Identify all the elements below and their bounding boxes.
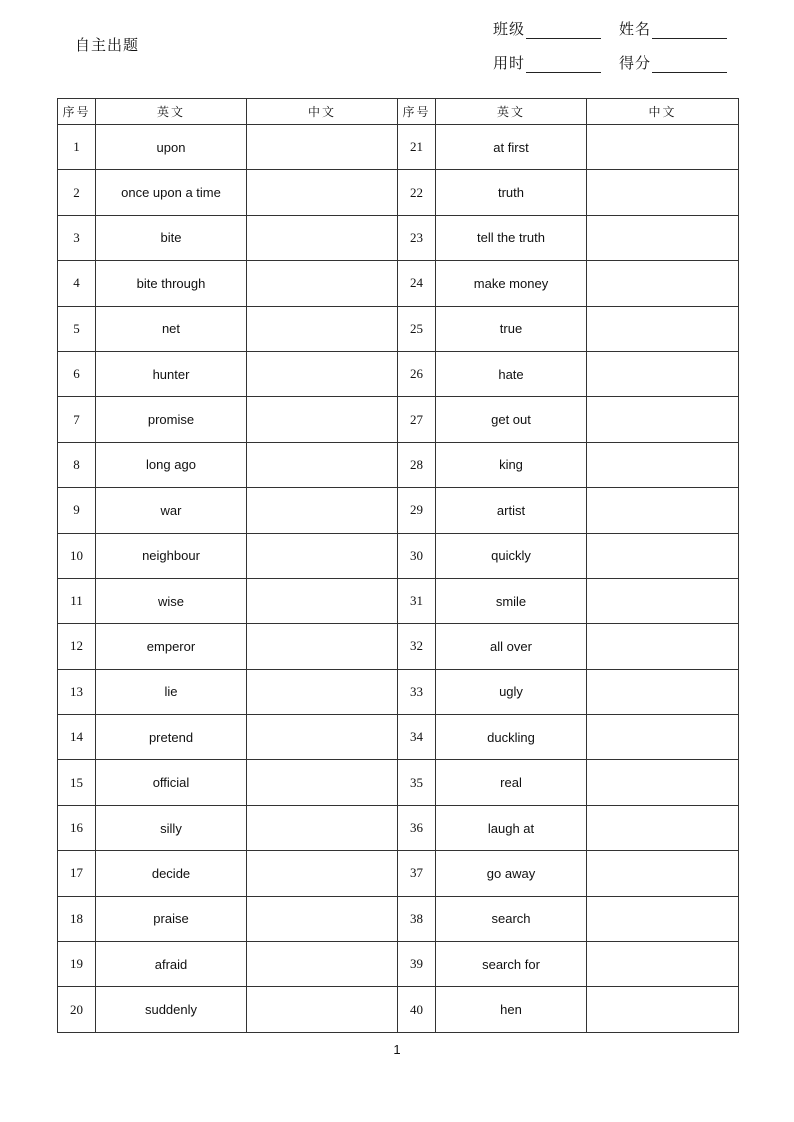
item-number: 26: [398, 351, 436, 396]
item-number: 40: [398, 987, 436, 1032]
time-label: 用时: [493, 54, 526, 72]
table-row: [58, 125, 739, 170]
item-number: 11: [58, 578, 96, 623]
table-row: [58, 351, 739, 396]
chinese-answer-cell[interactable]: [587, 669, 739, 714]
table-row: [58, 851, 739, 896]
chinese-answer-cell[interactable]: [247, 851, 398, 896]
english-word: afraid: [96, 942, 247, 987]
item-number: 8: [58, 442, 96, 487]
chinese-answer-cell[interactable]: [247, 261, 398, 306]
item-number: 24: [398, 261, 436, 306]
item-number: 6: [58, 351, 96, 396]
item-number: 37: [398, 851, 436, 896]
english-word: bite: [96, 215, 247, 260]
name-blank-line[interactable]: [652, 24, 727, 39]
class-label: 班级: [493, 20, 526, 38]
chinese-answer-cell[interactable]: [587, 624, 739, 669]
english-word: search: [436, 896, 587, 941]
english-word: wise: [96, 578, 247, 623]
item-number: 18: [58, 896, 96, 941]
item-number: 36: [398, 805, 436, 850]
chinese-answer-cell[interactable]: [247, 624, 398, 669]
item-number: 17: [58, 851, 96, 896]
chinese-answer-cell[interactable]: [247, 942, 398, 987]
table-row: [58, 987, 739, 1032]
table-row: [58, 669, 739, 714]
item-number: 31: [398, 578, 436, 623]
item-number: 20: [58, 987, 96, 1032]
item-number: 33: [398, 669, 436, 714]
english-word: decide: [96, 851, 247, 896]
item-number: 21: [398, 125, 436, 170]
vocabulary-table-body: [58, 125, 739, 1033]
item-number: 14: [58, 715, 96, 760]
english-word: king: [436, 442, 587, 487]
table-row: [58, 261, 739, 306]
item-number: 13: [58, 669, 96, 714]
item-number: 39: [398, 942, 436, 987]
column-header-chinese: 中文: [587, 99, 739, 125]
english-word: net: [96, 306, 247, 351]
table-row: [58, 215, 739, 260]
item-number: 9: [58, 488, 96, 533]
chinese-answer-cell[interactable]: [587, 397, 739, 442]
chinese-answer-cell[interactable]: [247, 715, 398, 760]
english-word: tell the truth: [436, 215, 587, 260]
english-word: praise: [96, 896, 247, 941]
chinese-answer-cell[interactable]: [587, 987, 739, 1032]
chinese-answer-cell[interactable]: [587, 351, 739, 396]
column-header-number: 序号: [58, 99, 96, 125]
chinese-answer-cell[interactable]: [587, 760, 739, 805]
item-number: 7: [58, 397, 96, 442]
chinese-answer-cell[interactable]: [587, 896, 739, 941]
chinese-answer-cell[interactable]: [587, 170, 739, 215]
english-word: laugh at: [436, 805, 587, 850]
english-word: lie: [96, 669, 247, 714]
english-word: silly: [96, 805, 247, 850]
item-number: 38: [398, 896, 436, 941]
item-number: 2: [58, 170, 96, 215]
english-word: bite through: [96, 261, 247, 306]
chinese-answer-cell[interactable]: [587, 715, 739, 760]
english-word: once upon a time: [96, 170, 247, 215]
chinese-answer-cell[interactable]: [587, 442, 739, 487]
chinese-answer-cell[interactable]: [247, 578, 398, 623]
table-row: [58, 488, 739, 533]
score-label: 得分: [619, 54, 652, 72]
english-word: suddenly: [96, 987, 247, 1032]
english-word: at first: [436, 125, 587, 170]
table-row: [58, 624, 739, 669]
english-word: neighbour: [96, 533, 247, 578]
item-number: 34: [398, 715, 436, 760]
item-number: 22: [398, 170, 436, 215]
table-row: [58, 805, 739, 850]
item-number: 3: [58, 215, 96, 260]
english-word: make money: [436, 261, 587, 306]
item-number: 10: [58, 533, 96, 578]
english-word: hate: [436, 351, 587, 396]
chinese-answer-cell[interactable]: [247, 125, 398, 170]
english-word: long ago: [96, 442, 247, 487]
item-number: 19: [58, 942, 96, 987]
english-word: all over: [436, 624, 587, 669]
chinese-answer-cell[interactable]: [587, 851, 739, 896]
table-row: [58, 533, 739, 578]
english-word: truth: [436, 170, 587, 215]
english-word: smile: [436, 578, 587, 623]
chinese-answer-cell[interactable]: [587, 942, 739, 987]
table-row: [58, 170, 739, 215]
english-word: real: [436, 760, 587, 805]
column-header-english: 英文: [436, 99, 587, 125]
chinese-answer-cell[interactable]: [247, 533, 398, 578]
item-number: 25: [398, 306, 436, 351]
english-word: go away: [436, 851, 587, 896]
item-number: 29: [398, 488, 436, 533]
english-word: artist: [436, 488, 587, 533]
time-field[interactable]: [493, 53, 601, 73]
chinese-answer-cell[interactable]: [587, 306, 739, 351]
chinese-answer-cell[interactable]: [247, 170, 398, 215]
chinese-answer-cell[interactable]: [247, 805, 398, 850]
english-word: ugly: [436, 669, 587, 714]
english-word: quickly: [436, 533, 587, 578]
chinese-answer-cell[interactable]: [247, 760, 398, 805]
table-row: [58, 896, 739, 941]
chinese-answer-cell[interactable]: [247, 669, 398, 714]
chinese-answer-cell[interactable]: [587, 805, 739, 850]
page-number: 1: [393, 1042, 401, 1057]
table-header-row: [58, 99, 739, 125]
english-word: duckling: [436, 715, 587, 760]
chinese-answer-cell[interactable]: [247, 488, 398, 533]
chinese-answer-cell[interactable]: [247, 397, 398, 442]
chinese-answer-cell[interactable]: [247, 896, 398, 941]
item-number: 28: [398, 442, 436, 487]
score-blank-line[interactable]: [652, 58, 727, 73]
name-field[interactable]: [619, 19, 727, 39]
class-field[interactable]: [493, 19, 601, 39]
chinese-answer-cell[interactable]: [587, 125, 739, 170]
chinese-answer-cell[interactable]: [587, 533, 739, 578]
score-field[interactable]: [619, 53, 727, 73]
english-word: war: [96, 488, 247, 533]
column-header-number: 序号: [398, 99, 436, 125]
english-word: true: [436, 306, 587, 351]
english-word: upon: [96, 125, 247, 170]
chinese-answer-cell[interactable]: [587, 215, 739, 260]
table-row: [58, 942, 739, 987]
table-row: [58, 306, 739, 351]
item-number: 12: [58, 624, 96, 669]
item-number: 32: [398, 624, 436, 669]
column-header-chinese: 中文: [247, 99, 398, 125]
table-row: [58, 760, 739, 805]
vocabulary-table: [57, 98, 739, 1033]
time-blank-line[interactable]: [526, 58, 601, 73]
english-word: hen: [436, 987, 587, 1032]
english-word: official: [96, 760, 247, 805]
table-row: [58, 442, 739, 487]
class-blank-line[interactable]: [526, 24, 601, 39]
chinese-answer-cell[interactable]: [247, 987, 398, 1032]
chinese-answer-cell[interactable]: [247, 351, 398, 396]
english-word: get out: [436, 397, 587, 442]
item-number: 23: [398, 215, 436, 260]
chinese-answer-cell[interactable]: [247, 442, 398, 487]
table-row: [58, 715, 739, 760]
item-number: 15: [58, 760, 96, 805]
item-number: 16: [58, 805, 96, 850]
name-label: 姓名: [619, 20, 652, 38]
chinese-answer-cell[interactable]: [247, 306, 398, 351]
column-header-english: 英文: [96, 99, 247, 125]
chinese-answer-cell[interactable]: [587, 488, 739, 533]
item-number: 1: [58, 125, 96, 170]
table-row: [58, 578, 739, 623]
item-number: 27: [398, 397, 436, 442]
chinese-answer-cell[interactable]: [247, 215, 398, 260]
chinese-answer-cell[interactable]: [587, 578, 739, 623]
english-word: pretend: [96, 715, 247, 760]
english-word: hunter: [96, 351, 247, 396]
english-word: promise: [96, 397, 247, 442]
table-row: [58, 397, 739, 442]
english-word: emperor: [96, 624, 247, 669]
item-number: 4: [58, 261, 96, 306]
worksheet-title: 自主出题: [75, 36, 140, 54]
chinese-answer-cell[interactable]: [587, 261, 739, 306]
english-word: search for: [436, 942, 587, 987]
item-number: 35: [398, 760, 436, 805]
item-number: 30: [398, 533, 436, 578]
item-number: 5: [58, 306, 96, 351]
